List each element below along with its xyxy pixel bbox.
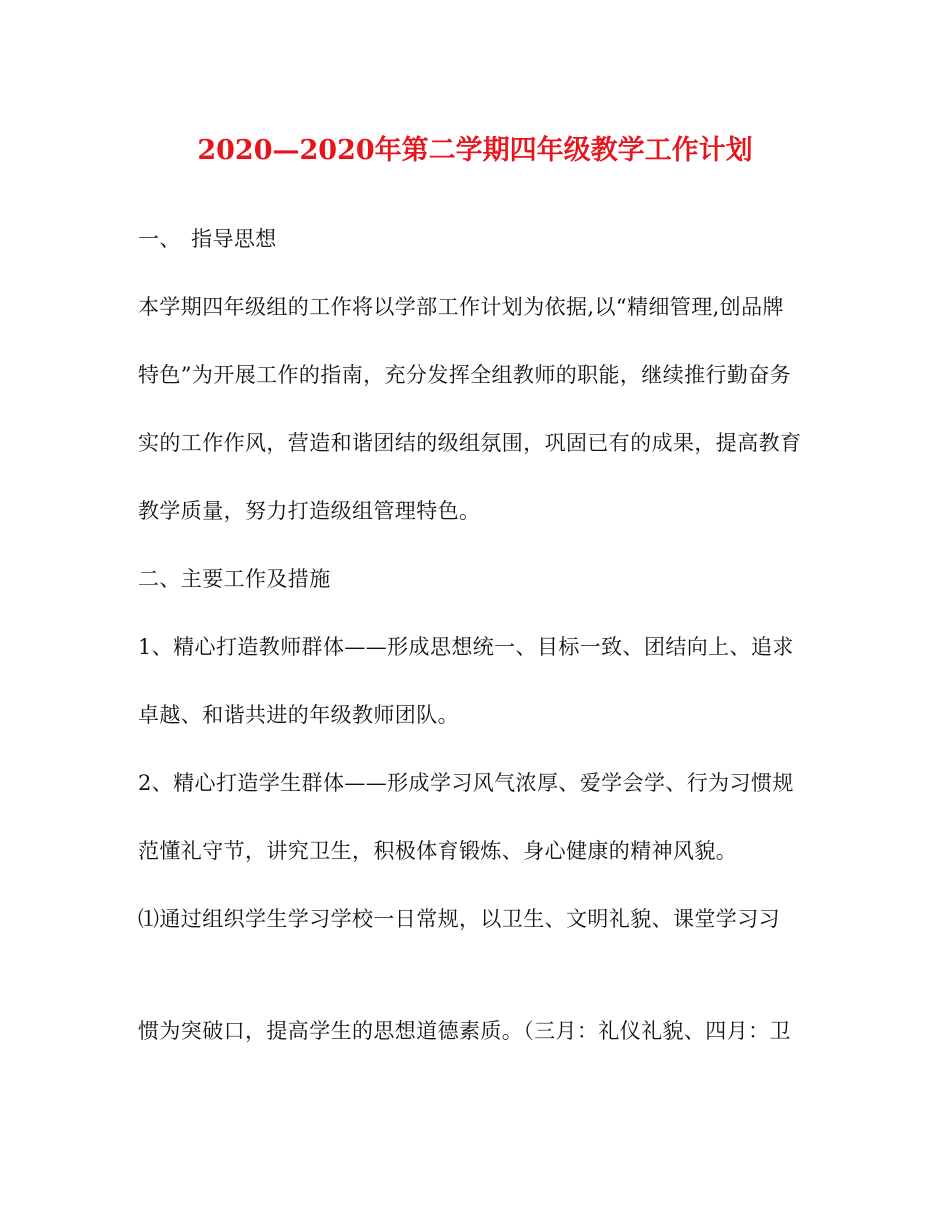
paragraph-line: 教学质量，努力打造级组管理特色。 [138,499,481,523]
paragraph-line: 特色”为开展工作的指南，充分发挥全组教师的职能，继续推行勤奋务 [138,363,792,387]
paragraph-line: 本学期四年级组的工作将以学部工作计划为依据,以“精细管理,创品牌 [138,295,784,319]
paragraph-line: 范懂礼守节，讲究卫生，积极体育锻炼、身心健康的精神风貌。 [138,839,738,863]
paragraph-line: 卓越、和谐共进的年级教师团队。 [138,703,459,727]
paragraph-line: ⑴通过组织学生学习学校一日常规，以卫生、文明礼貌、课堂学习习 [138,907,780,931]
section-heading-1 [138,224,277,254]
section-heading-2: 二、主要工作及措施 [138,567,331,591]
paragraph-line: 惯为突破口，提高学生的思想道德素质。（三月：礼仪礼貌、四月：卫 [138,1019,791,1043]
paragraph-line: 实的工作作风，营造和谐团结的级组氛围，巩固已有的成果，提高教育 [138,431,802,455]
section-title: 指导思想 [191,227,277,251]
section-number: 一、 [138,227,181,251]
paragraph-line: 1、精心打造教师群体——形成思想统一、目标一致、团结向上、追求 [138,635,794,659]
document-title: 2020—2020年第二学期四年级教学工作计划 [197,135,753,166]
paragraph-line: 2、精心打造学生群体——形成学习风气浓厚、爱学会学、行为习惯规 [138,771,794,795]
